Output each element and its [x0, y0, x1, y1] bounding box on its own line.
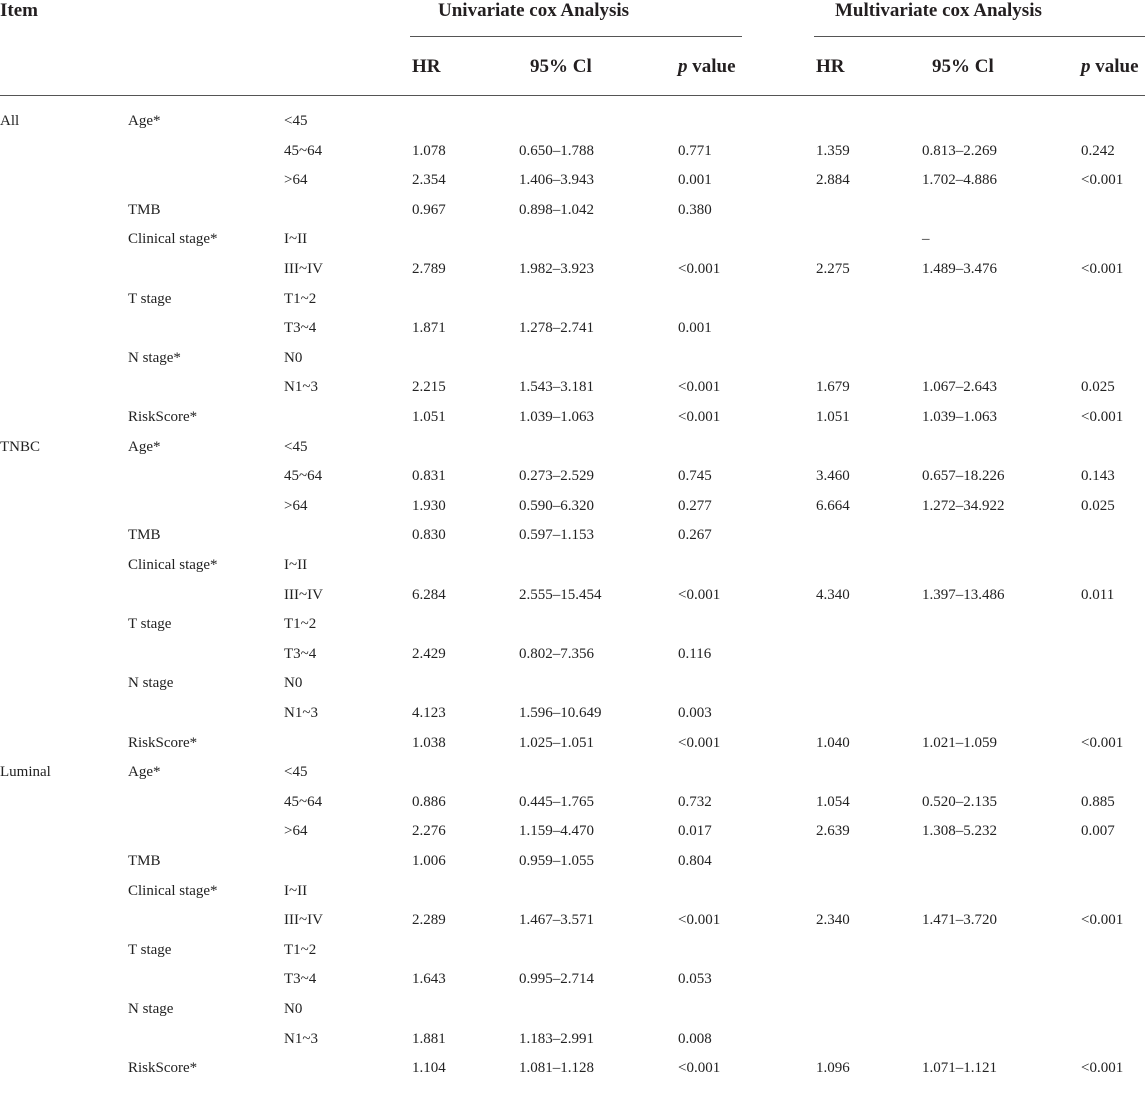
cell-mp: 0.025	[1081, 379, 1115, 396]
cell-up: 0.277	[678, 497, 712, 514]
cell-mp: 0.242	[1081, 142, 1115, 159]
cell-uci: 0.959–1.055	[519, 853, 594, 869]
cell-var: T stage	[128, 616, 172, 633]
cell-uhr: 0.967	[412, 201, 446, 218]
cell-up: 0.017	[678, 823, 712, 840]
cell-up: 0.732	[678, 793, 712, 810]
cell-uhr: 1.051	[412, 409, 446, 425]
item-header: Item	[0, 0, 38, 21]
cell-uci: 1.982–3.923	[519, 261, 594, 277]
cell-level: N0	[284, 675, 303, 692]
cell-uci: 1.183–2.991	[519, 1030, 594, 1047]
cell-mci: 0.657–18.226	[922, 468, 1005, 485]
cell-level: >64	[284, 823, 308, 840]
cell-level: I~II	[284, 882, 308, 899]
cell-var: RiskScore*	[128, 409, 198, 425]
cell-up: 0.771	[678, 142, 712, 159]
multivariate-header: Multivariate cox Analysis	[835, 0, 1042, 21]
cell-mp: <0.001	[1081, 1060, 1124, 1077]
cell-uci: 0.650–1.788	[519, 142, 594, 159]
cell-level: I~II	[284, 557, 308, 573]
cell-mp: <0.001	[1081, 172, 1124, 189]
cell-up: <0.001	[678, 1060, 721, 1077]
cell-mhr: 2.884	[816, 172, 850, 189]
cell-mci: 1.489–3.476	[922, 261, 997, 277]
cell-var: Age*	[128, 113, 161, 129]
cell-uci: 0.898–1.042	[519, 201, 594, 218]
cell-uhr: 2.215	[412, 379, 446, 396]
multi-p-italic: p	[1081, 56, 1091, 77]
cell-up: 0.267	[678, 527, 712, 544]
cell-mp: 0.885	[1081, 793, 1115, 810]
cell-uhr: 1.930	[412, 497, 446, 514]
cell-var: Clinical stage*	[128, 557, 218, 573]
cell-var: T stage	[128, 290, 172, 307]
univariate-rule	[410, 36, 742, 37]
cell-mci: 1.308–5.232	[922, 823, 997, 840]
cell-uhr: 2.289	[412, 912, 446, 929]
cell-mhr: 1.096	[816, 1060, 850, 1077]
cell-uci: 1.159–4.470	[519, 823, 594, 840]
cell-level: T1~2	[284, 290, 317, 307]
cell-level: T3~4	[284, 645, 317, 662]
cell-group: All	[0, 113, 20, 129]
cell-uci: 0.273–2.529	[519, 468, 594, 485]
uni-p-header	[678, 56, 736, 78]
cell-var: RiskScore*	[128, 734, 198, 751]
header-bottom-rule	[0, 95, 1145, 96]
cell-uhr: 1.006	[412, 853, 446, 869]
cell-uci: 1.278–2.741	[519, 320, 594, 337]
cell-uci: 1.543–3.181	[519, 379, 594, 396]
cell-mp: 0.011	[1081, 586, 1115, 603]
cell-up: <0.001	[678, 912, 721, 929]
cell-up: <0.001	[678, 261, 721, 277]
cell-mhr: 1.679	[816, 379, 850, 396]
cell-mhr: 1.359	[816, 142, 850, 159]
cell-uhr: 1.871	[412, 320, 446, 337]
cell-up: 0.003	[678, 705, 712, 721]
cell-var: Clinical stage*	[128, 231, 218, 248]
cell-level: III~IV	[284, 586, 323, 603]
cell-mci: 1.702–4.886	[922, 172, 997, 189]
cell-mp: <0.001	[1081, 734, 1124, 751]
cell-uhr: 0.886	[412, 793, 446, 810]
cell-level: I~II	[284, 231, 308, 248]
cell-up: <0.001	[678, 734, 721, 751]
cell-level: T1~2	[284, 616, 317, 633]
cell-mci: 1.397–13.486	[922, 586, 1005, 603]
cell-mhr: 3.460	[816, 468, 850, 485]
uni-hr-header: HR	[412, 56, 441, 77]
cell-var: N stage	[128, 675, 174, 692]
cell-level: N1~3	[284, 379, 318, 396]
cell-mci: 1.039–1.063	[922, 409, 997, 425]
cell-mci: 1.272–34.922	[922, 497, 1005, 514]
cell-level: <45	[284, 113, 308, 129]
cell-level: T3~4	[284, 320, 317, 337]
cell-uci: 0.597–1.153	[519, 527, 594, 544]
cell-mci: –	[922, 231, 930, 248]
cell-uhr: 0.831	[412, 468, 446, 485]
cell-var: Age*	[128, 438, 161, 455]
multi-p-rest: value	[1090, 56, 1139, 77]
cell-uhr: 6.284	[412, 586, 446, 603]
cell-uhr: 1.038	[412, 734, 446, 751]
cell-mhr: 6.664	[816, 497, 850, 514]
cell-uci: 1.081–1.128	[519, 1060, 594, 1077]
cell-level: 45~64	[284, 142, 323, 159]
cell-uci: 1.406–3.943	[519, 172, 594, 189]
cell-var: TMB	[128, 201, 161, 218]
cell-var: Clinical stage*	[128, 882, 218, 899]
cell-mhr: 1.040	[816, 734, 850, 751]
cell-mci: 1.471–3.720	[922, 912, 997, 929]
cell-var: TMB	[128, 853, 161, 869]
cell-mci: 0.813–2.269	[922, 142, 997, 159]
cell-uci: 0.445–1.765	[519, 793, 594, 810]
cell-level: III~IV	[284, 912, 323, 929]
cell-mp: <0.001	[1081, 912, 1124, 929]
cell-level: <45	[284, 438, 308, 455]
cell-mp: 0.025	[1081, 497, 1115, 514]
cell-up: <0.001	[678, 379, 721, 396]
cell-var: N stage	[128, 1001, 174, 1017]
cell-mp: 0.143	[1081, 468, 1115, 485]
cell-up: 0.053	[678, 971, 712, 988]
cell-uci: 1.596–10.649	[519, 705, 602, 721]
cell-var: Age*	[128, 764, 161, 781]
cell-var: RiskScore*	[128, 1060, 198, 1077]
multi-ci-header: 95% Cl	[932, 56, 994, 77]
cell-uci: 0.590–6.320	[519, 497, 594, 514]
multi-hr-header: HR	[816, 56, 845, 77]
cell-level: N1~3	[284, 1030, 318, 1047]
cell-uci: 0.802–7.356	[519, 645, 594, 662]
cell-uci: 1.039–1.063	[519, 409, 594, 425]
cell-level: T3~4	[284, 971, 317, 988]
cell-mhr: 2.639	[816, 823, 850, 840]
cell-uhr: 2.429	[412, 645, 446, 662]
uni-p-rest: value	[687, 56, 736, 77]
univariate-header: Univariate cox Analysis	[438, 0, 630, 21]
cell-var: T stage	[128, 941, 172, 958]
cell-uhr: 2.354	[412, 172, 446, 189]
cell-uci: 1.467–3.571	[519, 912, 594, 929]
cell-level: <45	[284, 764, 308, 781]
cell-var: N stage*	[128, 349, 181, 366]
cell-level: T1~2	[284, 941, 317, 958]
multivariate-rule	[814, 36, 1145, 37]
cell-level: N1~3	[284, 705, 318, 721]
cell-group: TNBC	[0, 438, 41, 455]
cell-mci: 0.520–2.135	[922, 793, 997, 810]
uni-p-italic: p	[678, 56, 688, 77]
cell-up: 0.116	[678, 645, 712, 662]
cell-var: TMB	[128, 527, 161, 544]
cell-up: <0.001	[678, 409, 721, 425]
cell-mci: 1.071–1.121	[922, 1060, 997, 1077]
cell-uhr: 1.104	[412, 1060, 446, 1077]
cell-level: >64	[284, 172, 308, 189]
cell-mhr: 1.054	[816, 793, 850, 810]
cell-mp: <0.001	[1081, 261, 1124, 277]
uni-ci-header: 95% Cl	[530, 56, 592, 77]
cell-up: 0.745	[678, 468, 712, 485]
cell-level: 45~64	[284, 793, 323, 810]
cell-mhr: 2.275	[816, 261, 850, 277]
cell-uhr: 2.789	[412, 261, 446, 277]
cell-up: <0.001	[678, 586, 721, 603]
cell-mci: 1.067–2.643	[922, 379, 997, 396]
cell-level: N0	[284, 349, 303, 366]
cell-level: >64	[284, 497, 308, 514]
cell-uci: 2.555–15.454	[519, 586, 602, 603]
cell-up: 0.001	[678, 172, 712, 189]
cell-mhr: 4.340	[816, 586, 850, 603]
cell-up: 0.380	[678, 201, 712, 218]
cell-up: 0.008	[678, 1030, 712, 1047]
cell-uhr: 4.123	[412, 705, 446, 721]
cell-level: 45~64	[284, 468, 323, 485]
cell-uhr: 1.643	[412, 971, 446, 988]
cell-level: N0	[284, 1001, 303, 1017]
cell-uci: 1.025–1.051	[519, 734, 594, 751]
cell-uhr: 1.078	[412, 142, 446, 159]
cell-uhr: 0.830	[412, 527, 446, 544]
cell-uhr: 2.276	[412, 823, 446, 840]
cell-uhr: 1.881	[412, 1030, 446, 1047]
cell-mhr: 1.051	[816, 409, 850, 425]
cell-uci: 0.995–2.714	[519, 971, 594, 988]
multi-p-header	[1081, 56, 1139, 78]
cell-up: 0.804	[678, 853, 712, 869]
cell-mhr: 2.340	[816, 912, 850, 929]
cell-mci: 1.021–1.059	[922, 734, 997, 751]
cell-group: Luminal	[0, 764, 51, 781]
cell-mp: 0.007	[1081, 823, 1115, 840]
cell-mp: <0.001	[1081, 409, 1124, 425]
cell-up: 0.001	[678, 320, 712, 337]
cell-level: III~IV	[284, 261, 323, 277]
